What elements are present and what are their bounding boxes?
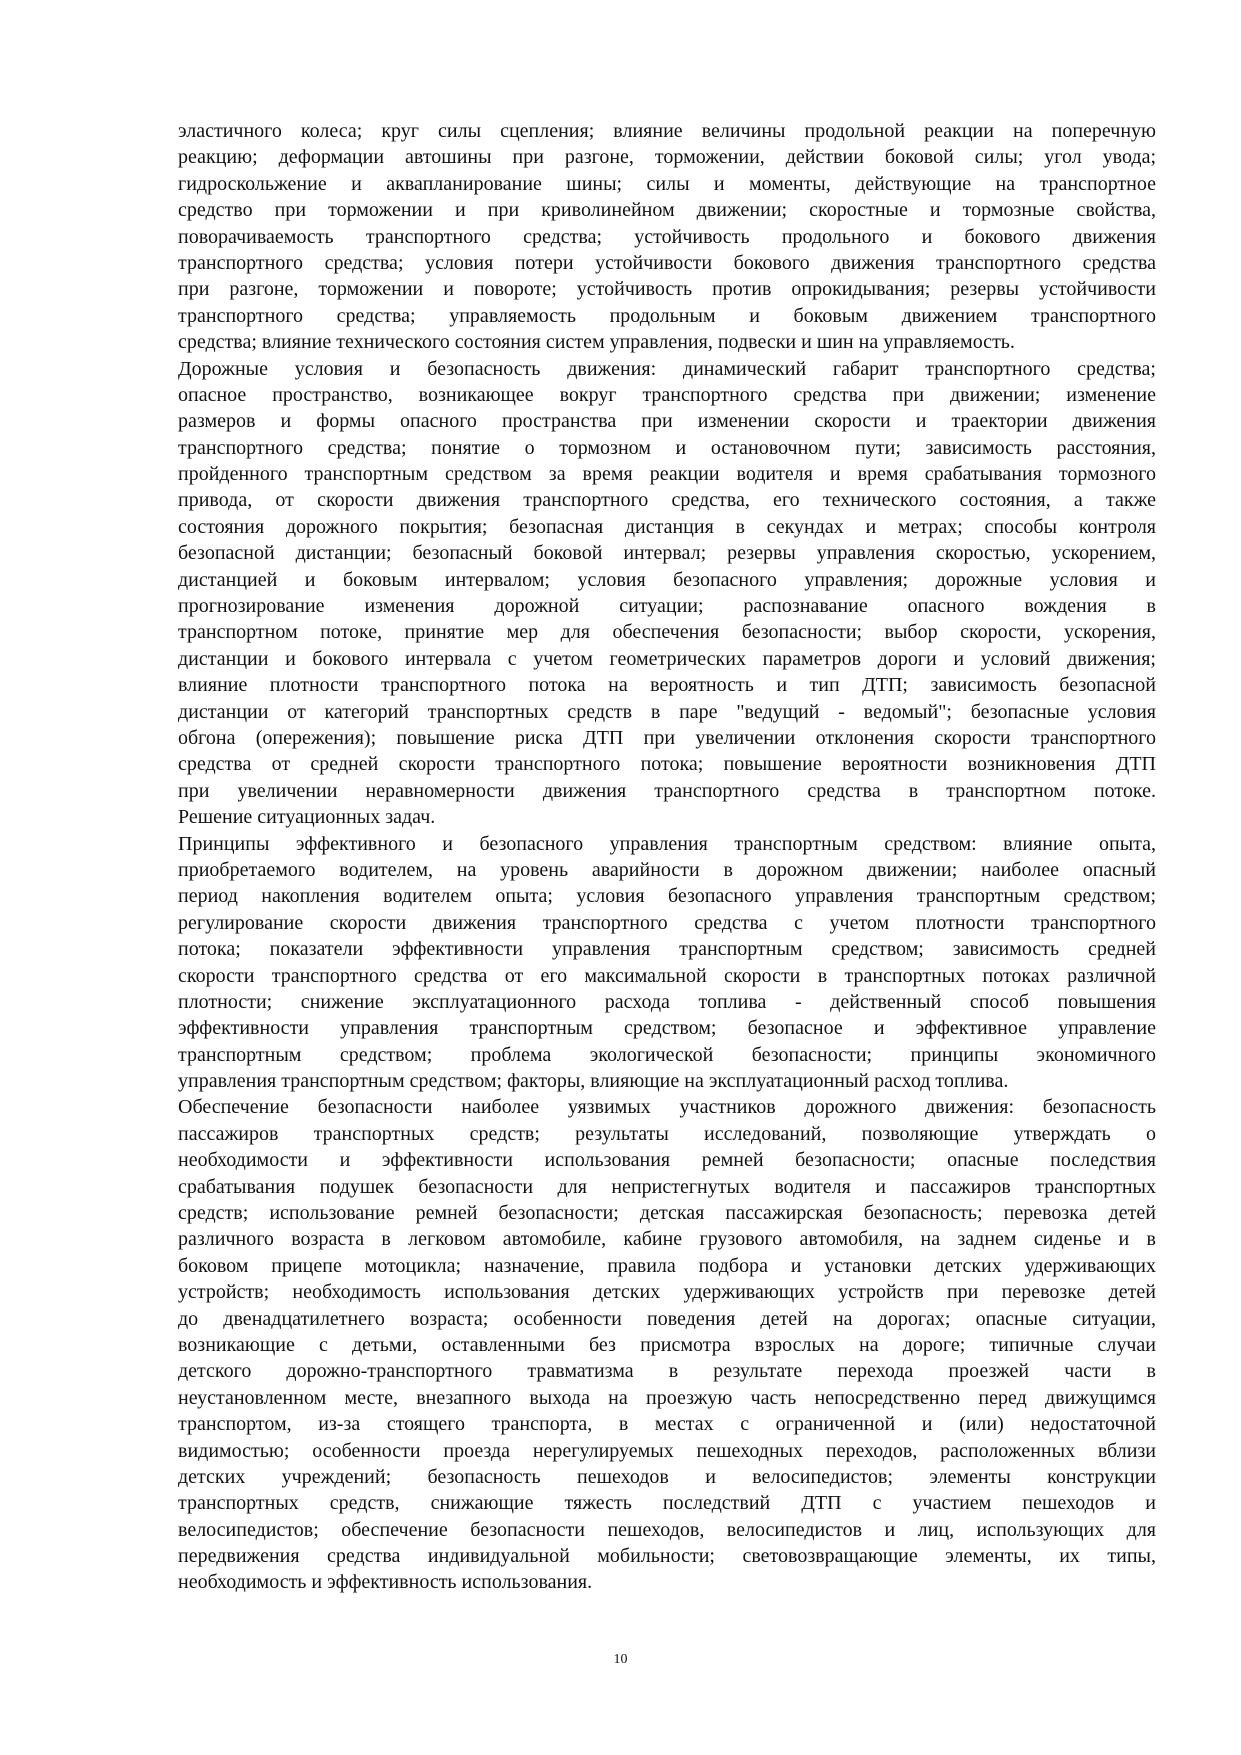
text-line: потока; показатели эффективности управления транспортным средством; зависимость средней — [178, 938, 1156, 961]
text-line: скорости транспортного средства от его максимальной скорости в транспортных потоках различной — [178, 964, 1156, 987]
text-line: детского дорожно-транспортного травматизма в результате перехода проезжей части в — [178, 1360, 1156, 1383]
text-line: дистанцией и боковым интервалом; условия безопасного управления; дорожные условия и — [178, 568, 1156, 591]
text-line: Принципы эффективного и безопасного управления транспортным средством: влияние опыта, — [178, 832, 1156, 855]
text-line: прогнозирование изменения дорожной ситуации; распознавание опасного вождения в — [178, 595, 1156, 618]
text-line: эффективности управления транспортным средством; безопасное и эффективное управление — [178, 1017, 1156, 1040]
text-line: средство при торможении и при криволинейном движении; скоростные и тормозные свойства, — [178, 199, 1156, 222]
text-line: Решение ситуационных задач. — [178, 806, 436, 829]
text-line: средства; влияние технического состояния систем управления, подвески и шин на управляемость. — [178, 331, 1015, 354]
text-line: средств; использование ремней безопасности; детская пассажирская безопасность; перевозка детей — [178, 1202, 1156, 1225]
text-line: эластичного колеса; круг силы сцепления; влияние величины продольной реакции на поперечную — [178, 120, 1156, 142]
text-line: транспортных средств, снижающие тяжесть последствий ДТП с участием пешеходов и — [178, 1492, 1156, 1515]
text-line: влияние плотности транспортного потока на вероятность и тип ДТП; зависимость безопасной — [178, 674, 1156, 697]
text-line: поворачиваемость транспортного средства; устойчивость продольного и бокового движения — [178, 225, 1156, 248]
text-line: управления транспортным средством; факторы, влияющие на эксплуатационный расход топлива. — [178, 1070, 1009, 1093]
text-line: пройденного транспортным средством за время реакции водителя и время срабатывания тормозного — [178, 463, 1156, 486]
text-line: состояния дорожного покрытия; безопасная дистанция в секундах и метрах; способы контроля — [178, 515, 1156, 538]
text-line: дистанции и бокового интервала с учетом геометрических параметров дороги и условий движения; — [178, 647, 1156, 670]
text-line: срабатывания подушек безопасности для непристегнутых водителя и пассажиров транспортных — [178, 1175, 1156, 1198]
text-line: до двенадцатилетнего возраста; особенности поведения детей на дорогах; опасные ситуации, — [178, 1307, 1156, 1330]
text-line: обгона (опережения); повышение риска ДТП при увеличении отклонения скорости транспортного — [178, 726, 1156, 749]
page-number: 10 — [613, 1652, 628, 1667]
text-line: размеров и формы опасного пространства при изменении скорости и траектории движения — [178, 410, 1156, 433]
text-line: Дорожные условия и безопасность движения: динамический габарит транспортного средства; — [178, 357, 1156, 380]
paragraph — [178, 831, 1156, 1095]
text-line: устройств; необходимость использования детских удерживающих устройств при перевозке детей — [178, 1281, 1156, 1304]
text-line: транспортом, из-за стоящего транспорта, в местах с ограниченной и (или) недостаточной — [178, 1413, 1156, 1436]
paragraph — [178, 356, 1156, 831]
text-line: безопасной дистанции; безопасный боковой интервал; резервы управления скоростью, ускорением, — [178, 542, 1156, 565]
text-line: боковом прицепе мотоцикла; назначение, правила подбора и установки детских удерживающих — [178, 1254, 1156, 1277]
text-line: необходимость и эффективность использования. — [178, 1571, 593, 1594]
text-line: при разгоне, торможении и повороте; устойчивость против опрокидывания; резервы устойчивости — [178, 278, 1156, 301]
text-line: транспортного средства; управляемость продольным и боковым движением транспортного — [178, 304, 1156, 327]
text-line: транспортном потоке, принятие мер для обеспечения безопасности; выбор скорости, ускорения, — [178, 621, 1156, 644]
text-line: опасное пространство, возникающее вокруг транспортного средства при движении; изменение — [178, 383, 1156, 406]
document-body — [178, 118, 1156, 1596]
text-line: гидроскольжение и аквапланирование шины; силы и моменты, действующие на транспортное — [178, 172, 1156, 195]
text-line: реакцию; деформации автошины при разгоне, торможении, действии боковой силы; угол увода; — [178, 146, 1156, 169]
text-line: транспортного средства; понятие о тормозном и остановочном пути; зависимость расстояния, — [178, 436, 1156, 459]
text-line: детских учреждений; безопасность пешеходов и велосипедистов; элементы конструкции — [178, 1465, 1156, 1488]
text-line: велосипедистов; обеспечение безопасности пешеходов, велосипедистов и лиц, использующих для — [178, 1518, 1156, 1541]
text-line: транспортным средством; проблема экологической безопасности; принципы экономичного — [178, 1043, 1156, 1066]
text-line: регулирование скорости движения транспортного средства с учетом плотности транспортного — [178, 911, 1156, 934]
text-line: привода, от скорости движения транспортного средства, его технического состояния, а также — [178, 489, 1156, 512]
text-line: средства от средней скорости транспортного потока; повышение вероятности возникновения ДТП — [178, 753, 1156, 776]
text-line: пассажиров транспортных средств; результаты исследований, позволяющие утверждать о — [178, 1122, 1156, 1145]
text-line: транспортного средства; условия потери устойчивости бокового движения транспортного средства — [178, 251, 1156, 274]
text-line: передвижения средства индивидуальной мобильности; световозвращающие элементы, их типы, — [178, 1545, 1156, 1568]
paragraph — [178, 1094, 1156, 1595]
text-line: дистанции от категорий транспортных средств в паре "ведущий - ведомый"; безопасные условия — [178, 700, 1156, 723]
text-line: различного возраста в легковом автомобиле, кабине грузового автомобиля, на заднем сиденье и в — [178, 1228, 1156, 1251]
text-line: при увеличении неравномерности движения транспортного средства в транспортном потоке. — [178, 779, 1156, 802]
text-line: неустановленном месте, внезапного выхода на проезжую часть непосредственно перед движущимся — [178, 1386, 1156, 1409]
paragraph — [178, 118, 1156, 356]
text-line: плотности; снижение эксплуатационного расхода топлива - действенный способ повышения — [178, 990, 1156, 1013]
text-line: возникающие с детьми, оставленными без присмотра взрослых на дороге; типичные случаи — [178, 1333, 1156, 1356]
text-line: видимостью; особенности проезда нерегулируемых пешеходных переходов, расположенных вблизи — [178, 1439, 1156, 1462]
text-line: приобретаемого водителем, на уровень аварийности в дорожном движении; наиболее опасный — [178, 858, 1156, 881]
text-line: период накопления водителем опыта; условия безопасного управления транспортным средством; — [178, 885, 1156, 908]
text-line: необходимости и эффективности использования ремней безопасности; опасные последствия — [178, 1149, 1156, 1172]
text-line: Обеспечение безопасности наиболее уязвимых участников дорожного движения: безопасность — [178, 1096, 1156, 1119]
